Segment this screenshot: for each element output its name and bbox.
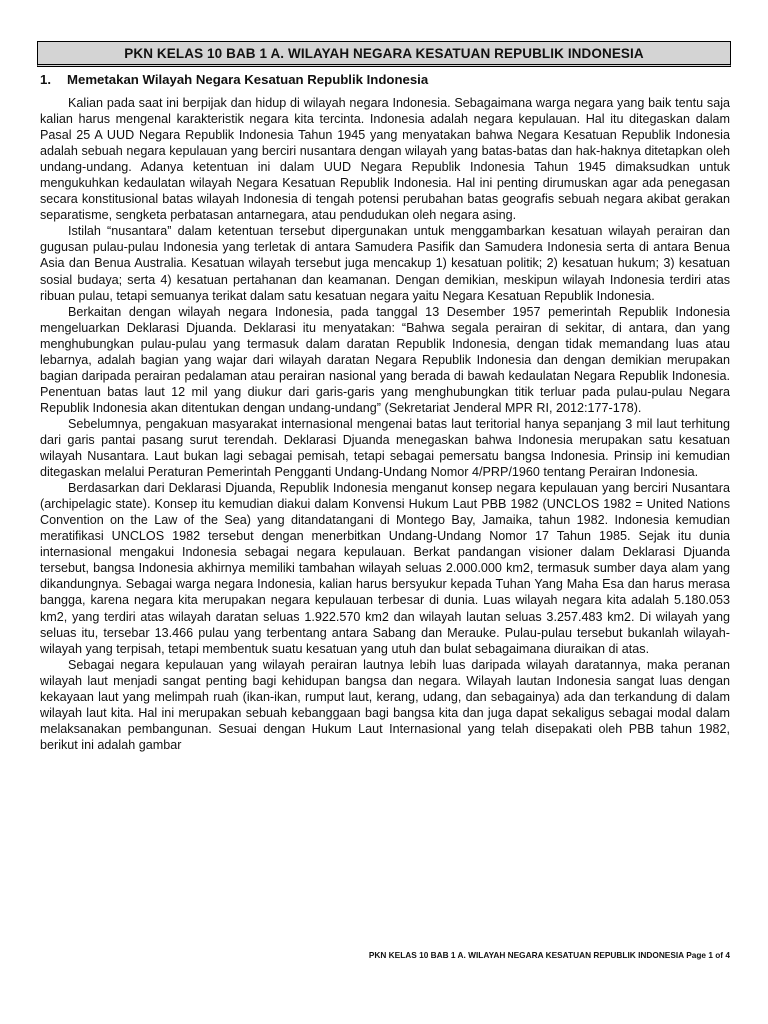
section-number: 1. <box>40 72 51 87</box>
paragraph: Sebagai negara kepulauan yang wilayah perairan lautnya lebih luas daripada wilayah daratannya, maka peranan wilayah laut menjadi sangat penting bagi kehidupan bangsa dan negara. Wilayah lautan Indonesia sangat luas dengan kekayaan laut yang melimpah ruah (ikan-ikan, rumput laut, kerang, udang, dan sebagainya) ada dan terkandung di dalam wilayah laut kita. Hal ini merupakan sebuah kebanggaan bagi bangsa kita dan juga dapat sekaligus sebagai modal dalam melaksanakan pembangunan. Sesuai dengan Hukum Laut Internasional yang telah disepakati oleh PBB tahun 1982, berikut ini adalah gambar <box>40 657 730 752</box>
footer-running-title: PKN KELAS 10 BAB 1 A. WILAYAH NEGARA KESATUAN REPUBLIK INDONESIA <box>368 950 684 960</box>
paragraph: Berdasarkan dari Deklarasi Djuanda, Republik Indonesia menganut konsep negara kepulauan yang berciri Nusantara (archipelagic state). Konsep itu kemudian diakui dalam Konvensi Hukum Laut PBB 1982 (UNCLOS 1982 = United Nations Convention on the Law of the Sea) yang ditandatangani di Montego Bay, Jamaika, tahun 1982. Indonesia kemudian meratifikasi UNCLOS 1982 tersebut dengan menerbitkan Undang-Undang Nomor 17 Tahun 1985. Sejak itu dunia internasional mengakui Indonesia sebagai negara kepulauan. Berkat pandangan visioner dalam Deklarasi Djuanda tersebut, bangsa Indonesia akhirnya memiliki tambahan wilayah seluas 2.000.000 km2, termasuk sumber daya alam yang dikandungnya. Sebagai warga negara Indonesia, kalian harus bersyukur kepada Tuhan Yang Maha Esa dan harus merasa bangga, karena negara kita merupakan negara kepulauan terbesar di dunia. Luas wilayah negara kita adalah 5.180.053 km2, yang terdiri atas wilayah daratan seluas 1.922.570 km2 dan wilayah lautan seluas 3.257.483 km2. Di wilayah yang seluas itu, tersebar 13.466 pulau yang terbentang antara Sabang dan Merauke. Pulau-pulau tersebut bukanlah wilayah-wilayah yang terpisah, tetapi membentuk suatu kesatuan yang utuh dan bulat sebagaimana diuraikan di atas. <box>40 481 730 656</box>
footer-page-number: Page 1 of 4 <box>686 950 730 960</box>
section-title: Memetakan Wilayah Negara Kesatuan Republik Indonesia <box>67 72 429 87</box>
page-footer <box>369 950 730 960</box>
paragraph: Istilah “nusantara” dalam ketentuan tersebut dipergunakan untuk menggambarkan kesatuan wilayah perairan dan gugusan pulau-pulau Indonesia yang terletak di antara Samudera Pasifik dan Samudera Indonesia serta di antara Benua Asia dan Benua Australia. Kesatuan wilayah tersebut juga mencakup 1) kesatuan politik; 2) kesatuan hukum; 3) kesatuan sosial budaya; serta 4) kesatuan pertahanan dan keamanan. Dengan demikian, meskipun wilayah Indonesia terdiri atas ribuan pulau, tetapi semuanya terikat dalam satu kesatuan negara yaitu Negara Kesatuan Republik Indonesia. <box>40 224 730 303</box>
paragraph: Berkaitan dengan wilayah negara Indonesia, pada tanggal 13 Desember 1957 pemerintah Republik Indonesia mengeluarkan Deklarasi Djuanda. Deklarasi itu menyatakan: “Bahwa segala perairan di sekitar, di antara, dan yang menghubungkan pulau-pulau yang termasuk dalam daratan Republik Indonesia, dengan tidak memandang luas atau lebarnya, adalah bagian yang wajar dari wilayah daratan Negara Republik Indonesia dan dengan demikian merupakan bagian daripada perairan pedalaman atau perairan nasional yang berada di bawah kedaulatan Negara Republik Indonesia. Penentuan batas laut 12 mil yang diukur dari garis-garis yang menghubungkan titik terluar pada pulau-pulau Negara Republik Indonesia akan ditentukan dengan undang-undang” (Sekretariat Jenderal MPR RI, 2012:177-178). <box>40 304 730 415</box>
paragraph: Kalian pada saat ini berpijak dan hidup di wilayah negara Indonesia. Sebagaimana warga negara yang baik tentu saja kalian harus mengenal karakteristik negara kita tercinta. Indonesia adalah negara kepulauan. Hal itu ditegaskan dalam Pasal 25 A UUD Negara Republik Indonesia Tahun 1945 yang menyatakan bahwa Negara Kesatuan Republik Indonesia adalah sebuah negara kepulauan yang berciri nusantara dengan wilayah yang batas-batas dan hak-haknya ditetapkan oleh undang-undang. Adanya ketentuan ini dalam UUD Negara Republik Indonesia Tahun 1945 dimaksudkan untuk mengukuhkan kedaulatan wilayah Negara Kesatuan Republik Indonesia. Hal ini penting dirumuskan agar ada penegasan secara konstitusional batas wilayah Indonesia di tengah potensi perubahan batas geografis sebuah negara akibat gerakan separatisme, sengketa perbatasan antarnegara, atau pendudukan oleh negara asing. <box>40 96 730 223</box>
paragraph: Sebelumnya, pengakuan masyarakat internasional mengenai batas laut teritorial hanya sepanjang 3 mil laut terhitung dari garis pantai pasang surut terendah. Deklarasi Djuanda menegaskan bahwa Indonesia merupakan satu kesatuan wilayah Nusantara. Laut bukan lagi sebagai pemisah, tetapi sebagai pemersatu bangsa Indonesia. Prinsip ini kemudian ditegaskan melalui Peraturan Pemerintah Pengganti Undang-Undang Nomor 4/PRP/1960 tentang Perairan Indonesia. <box>40 416 730 480</box>
document-title: PKN KELAS 10 BAB 1 A. WILAYAH NEGARA KESATUAN REPUBLIK INDONESIA <box>37 41 731 67</box>
body-text <box>40 95 730 753</box>
section-heading <box>40 72 730 87</box>
